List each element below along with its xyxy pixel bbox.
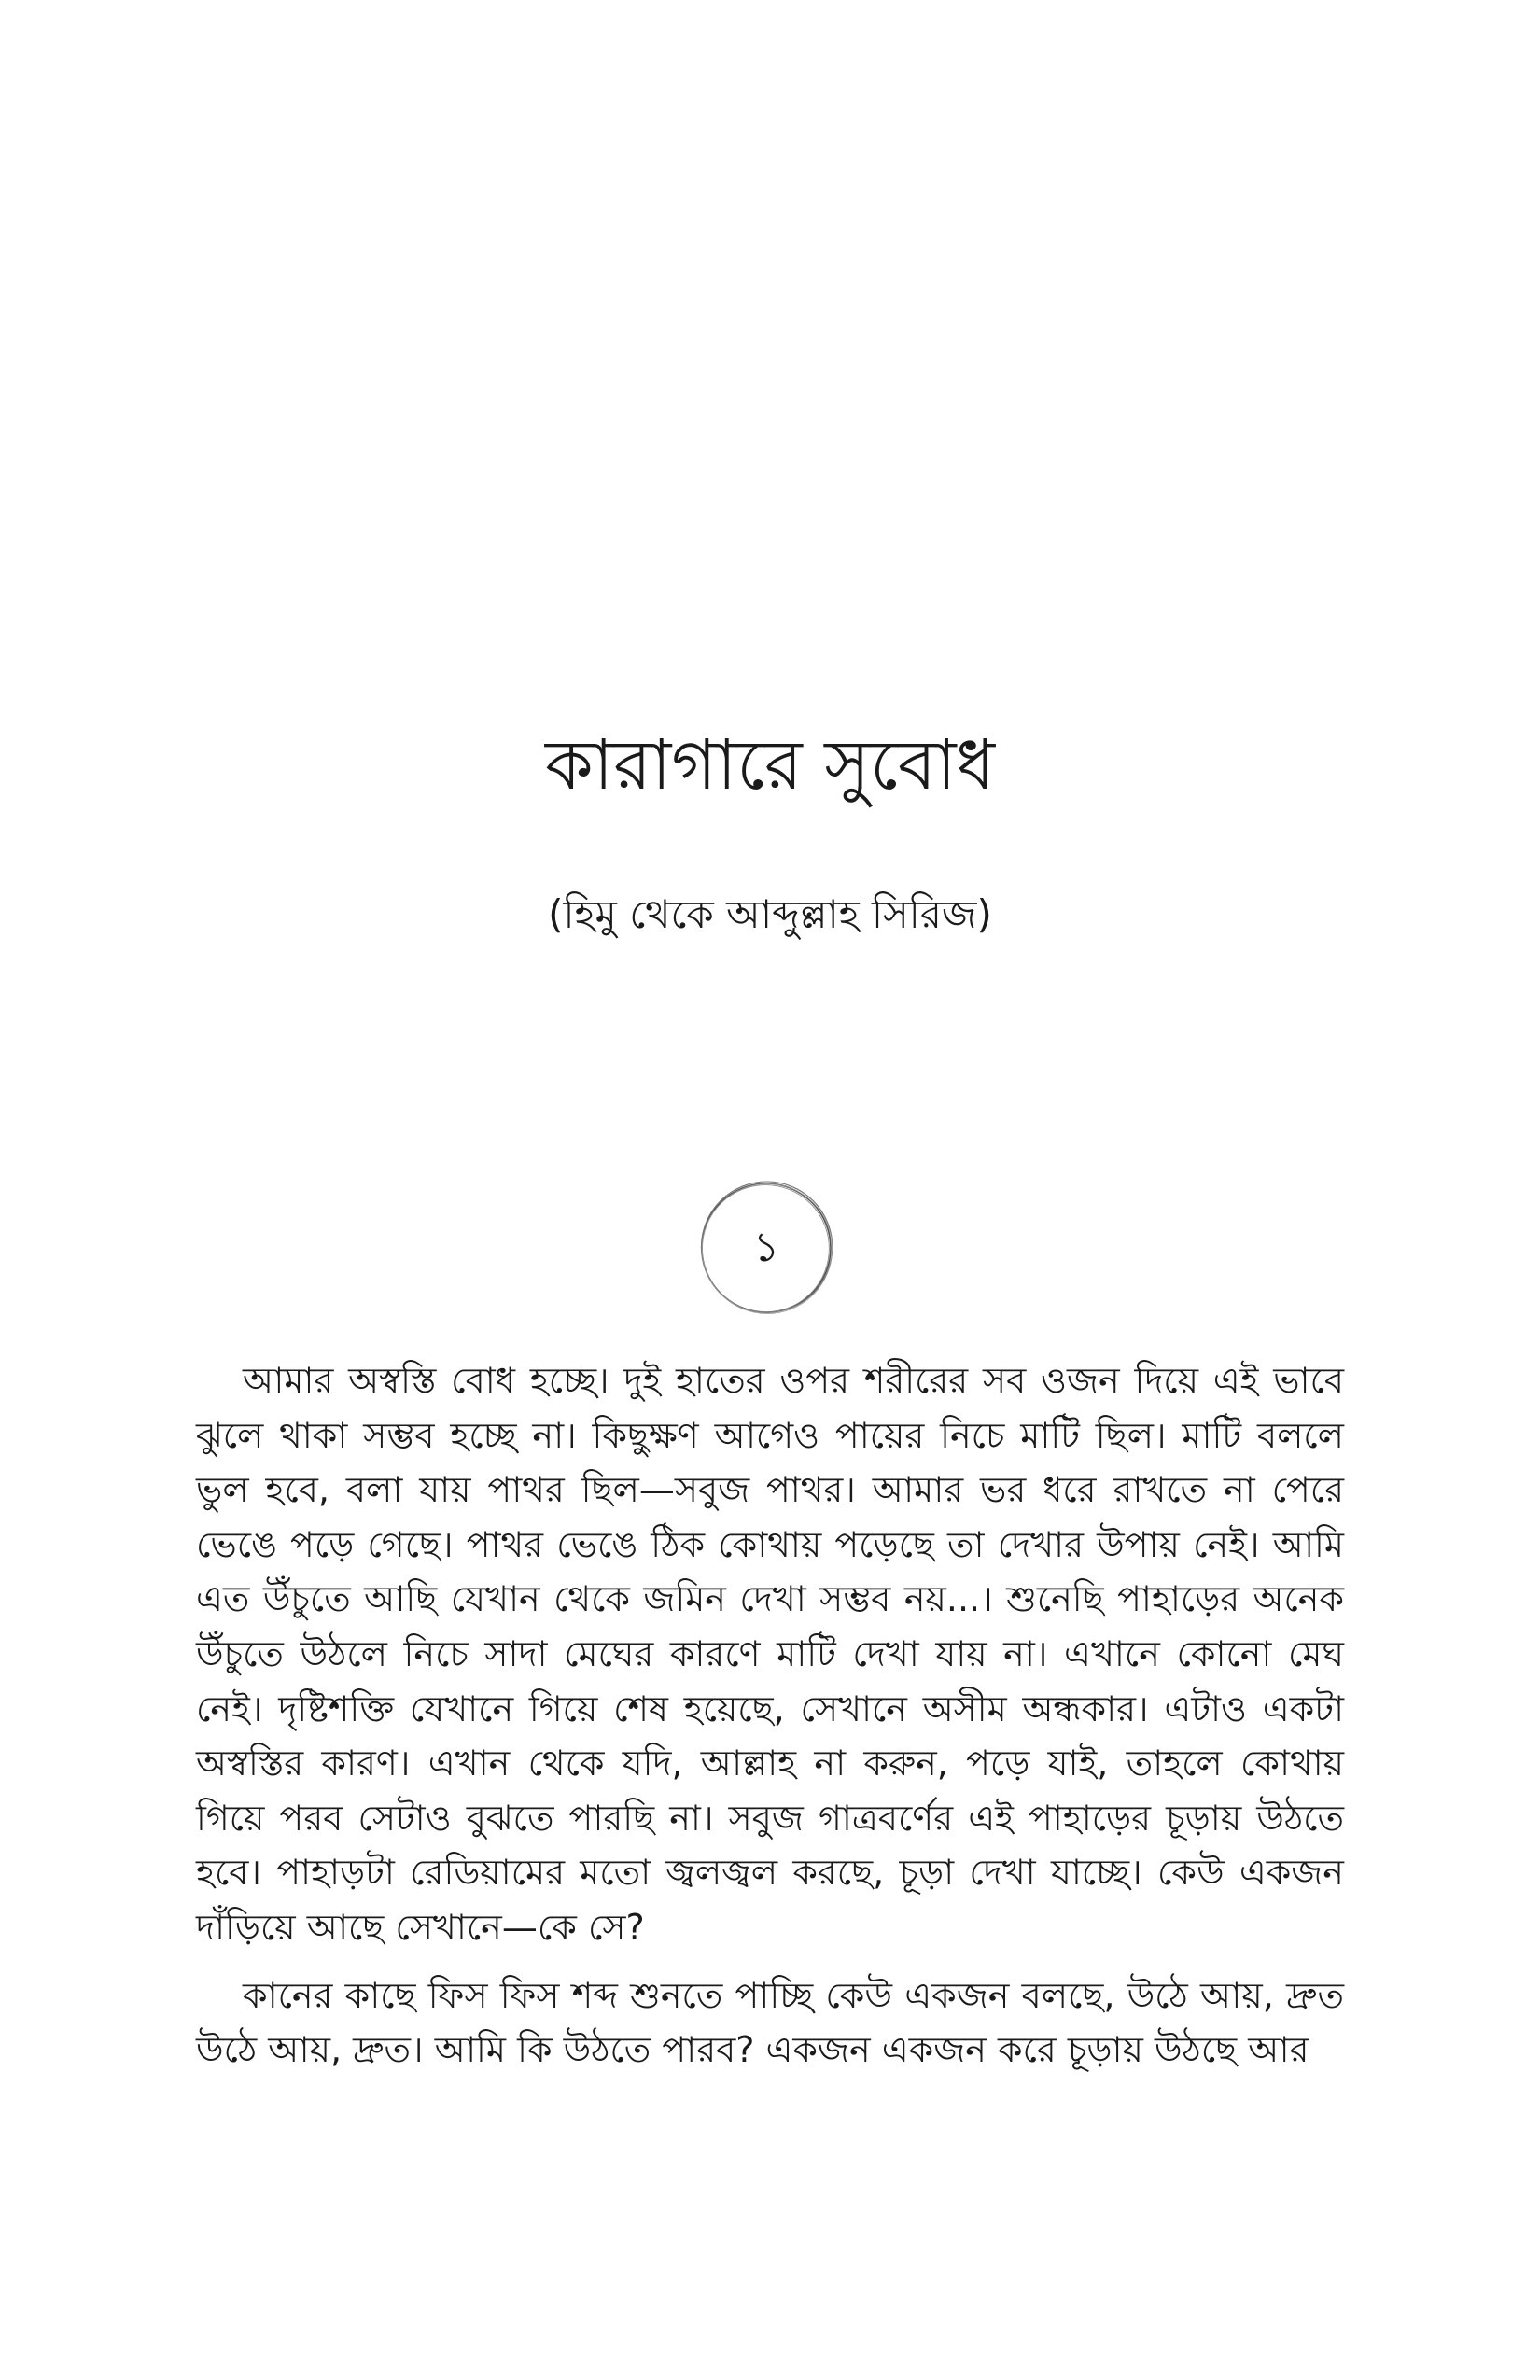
paragraph: কানের কাছে ফিস ফিস শব্দ শুনতে পাচ্ছি কেউ একজন বলছে, উঠে আয়, দ্রুত উঠে আয়, দ্রুত। আমি কি উঠতে পারব? একজন একজন করে চূড়ায় উঠছে আর: [196, 1974, 1344, 2071]
paragraph: আমার অস্বস্তি বোধ হচ্ছে। দুই হাতের ওপর শরীরের সব ওজন দিয়ে এই ভাবে ঝুলে থাকা সম্ভব হচ্ছে না। কিছুক্ষণ আগেও পায়ের নিচে মাটি ছিল। মাটি বললে ভুল হবে, বলা যায় পাথর ছিল—সবুজ পাথর। আমার ভর ধরে রাখতে না পেরে ভেঙে পড়ে গেছে। পাথর ভেঙে ঠিক কোথায় পড়েছে তা দেখার উপায় নেই। আমি এত উঁচুতে আছি যেখান থেকে জমিন দেখা সম্ভব নয়...। শুনেছি পাহাড়ের অনেক উঁচুতে উঠলে নিচে সাদা মেঘের কারণে মাটি দেখা যায় না। এখানে কোনো মেঘ নেই। দৃষ্টিশক্তি যেখানে গিয়ে শেষ হয়েছে, সেখানে অসীম অন্ধকার। এটাও একটা অস্বস্তির কারণ। এখান থেকে যদি, আল্লাহ না করুন, পড়ে যাই, তাহলে কোথায় গিয়ে পরব সেটাও বুঝতে পারছি না। সবুজ গাত্রবর্ণের এই পাহাড়ের চূড়ায় উঠতে হবে। পাহাড়টা রেডিয়ামের মতো জ্বলজ্বল করছে, চূড়া দেখা যাচ্ছে। কেউ একজন দাঁড়িয়ে আছে সেখানে—কে সে?: [196, 1360, 1344, 1948]
chapter-body: [196, 1353, 1344, 2078]
chapter-subtitle: (হিমু থেকে আব্দুল্লাহ সিরিজ): [548, 891, 992, 937]
chapter-number-ornament: [697, 1179, 835, 1317]
chapter-number: ১: [752, 1224, 780, 1271]
chapter-title: কারাগারে সুবোধ: [544, 725, 996, 805]
